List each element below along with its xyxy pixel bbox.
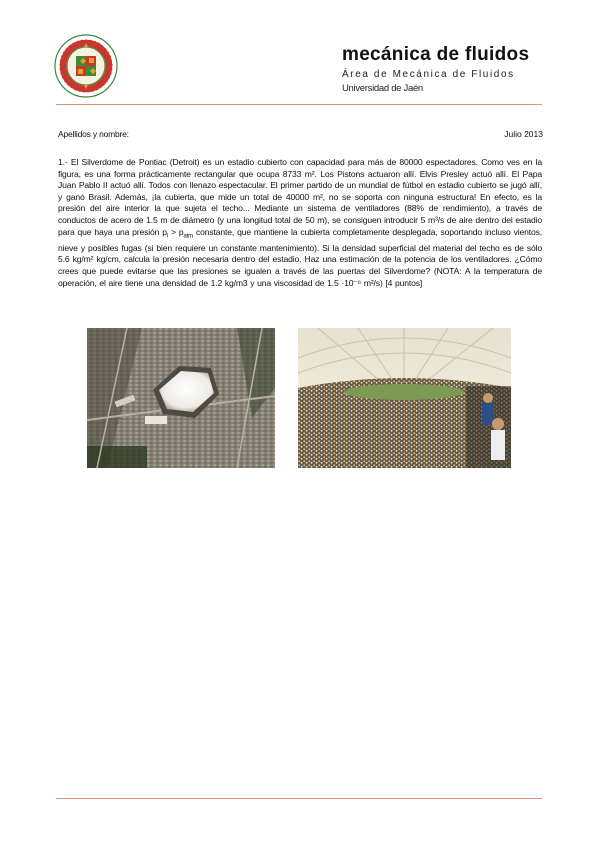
header-title: mecánica de fluidos — [342, 44, 530, 65]
footer-divider — [56, 798, 542, 799]
problem-statement — [58, 157, 542, 289]
subscript-i: i — [166, 233, 169, 240]
subscript-atm: atm — [183, 233, 194, 240]
problem-text-gt: > p — [168, 226, 184, 237]
problem-text-part1: 1.- El Silverdome de Pontiac (Detroit) es un estadio cubierto con capacidad para más de 80000 espectadores. Como ves en la figura, es una forma prácticamente rectangular que ocupa 8733 m². Los Pistons actuaron allí. Elvis Presley actuó allí. El Papa Juan Pablo II actuó allí. Todos con llenazo espectacular. El primer partido de un mundial de fútbol en estadio cubierto se jugó allí, y ganó Brasil. Además, ¡la cubierta, que mide un total de 40000 m², no se soporta con ninguna estructura! En efecto, es la presión del aire interior la que sujeta el techo... Mediante un sistema de ventiladores (88% de rendimiento), a través de conductos de acero de 1.5 m de diámetro (y una longitud total de 50 m), se consiguen introducir 5 m³/s de aire dentro del estadio para que haya una presión p — [58, 157, 542, 237]
problem-text-part2: constante, que mantiene la cubierta completamente desplegada, soportando incluso vientos, nieve y posibles fugas (si bien requiere un constante mantenimiento). Si la densidad superficial del material del techo es de sólo 5.6 kg/m² kg/cm, calcula la presión necesaria dentro del estadio. Haz una estimación de la potencia de los ventiladores. ¿Cómo crees que puede evitarse que las presiones se igualen a través de las puertas del Silverdome? (NOTA: A la temperatura de operación, el aire tiene una densidad de 1.2 kg/m3 y una viscosidad de 1.5 ·10⁻⁶ m²/s) [4 puntos] — [58, 226, 542, 288]
university-seal-logo — [54, 34, 118, 98]
aerial-stadium-photo — [87, 328, 275, 468]
exam-date: Julio 2013 — [504, 129, 543, 139]
header-area: Área de Mecánica de Fluidos — [342, 69, 515, 80]
name-label: Apellidos y nombre: — [58, 129, 129, 139]
header-university: Universidad de Jaén — [342, 83, 423, 94]
header-divider — [56, 104, 542, 105]
stadium-interior-photo — [298, 328, 511, 468]
